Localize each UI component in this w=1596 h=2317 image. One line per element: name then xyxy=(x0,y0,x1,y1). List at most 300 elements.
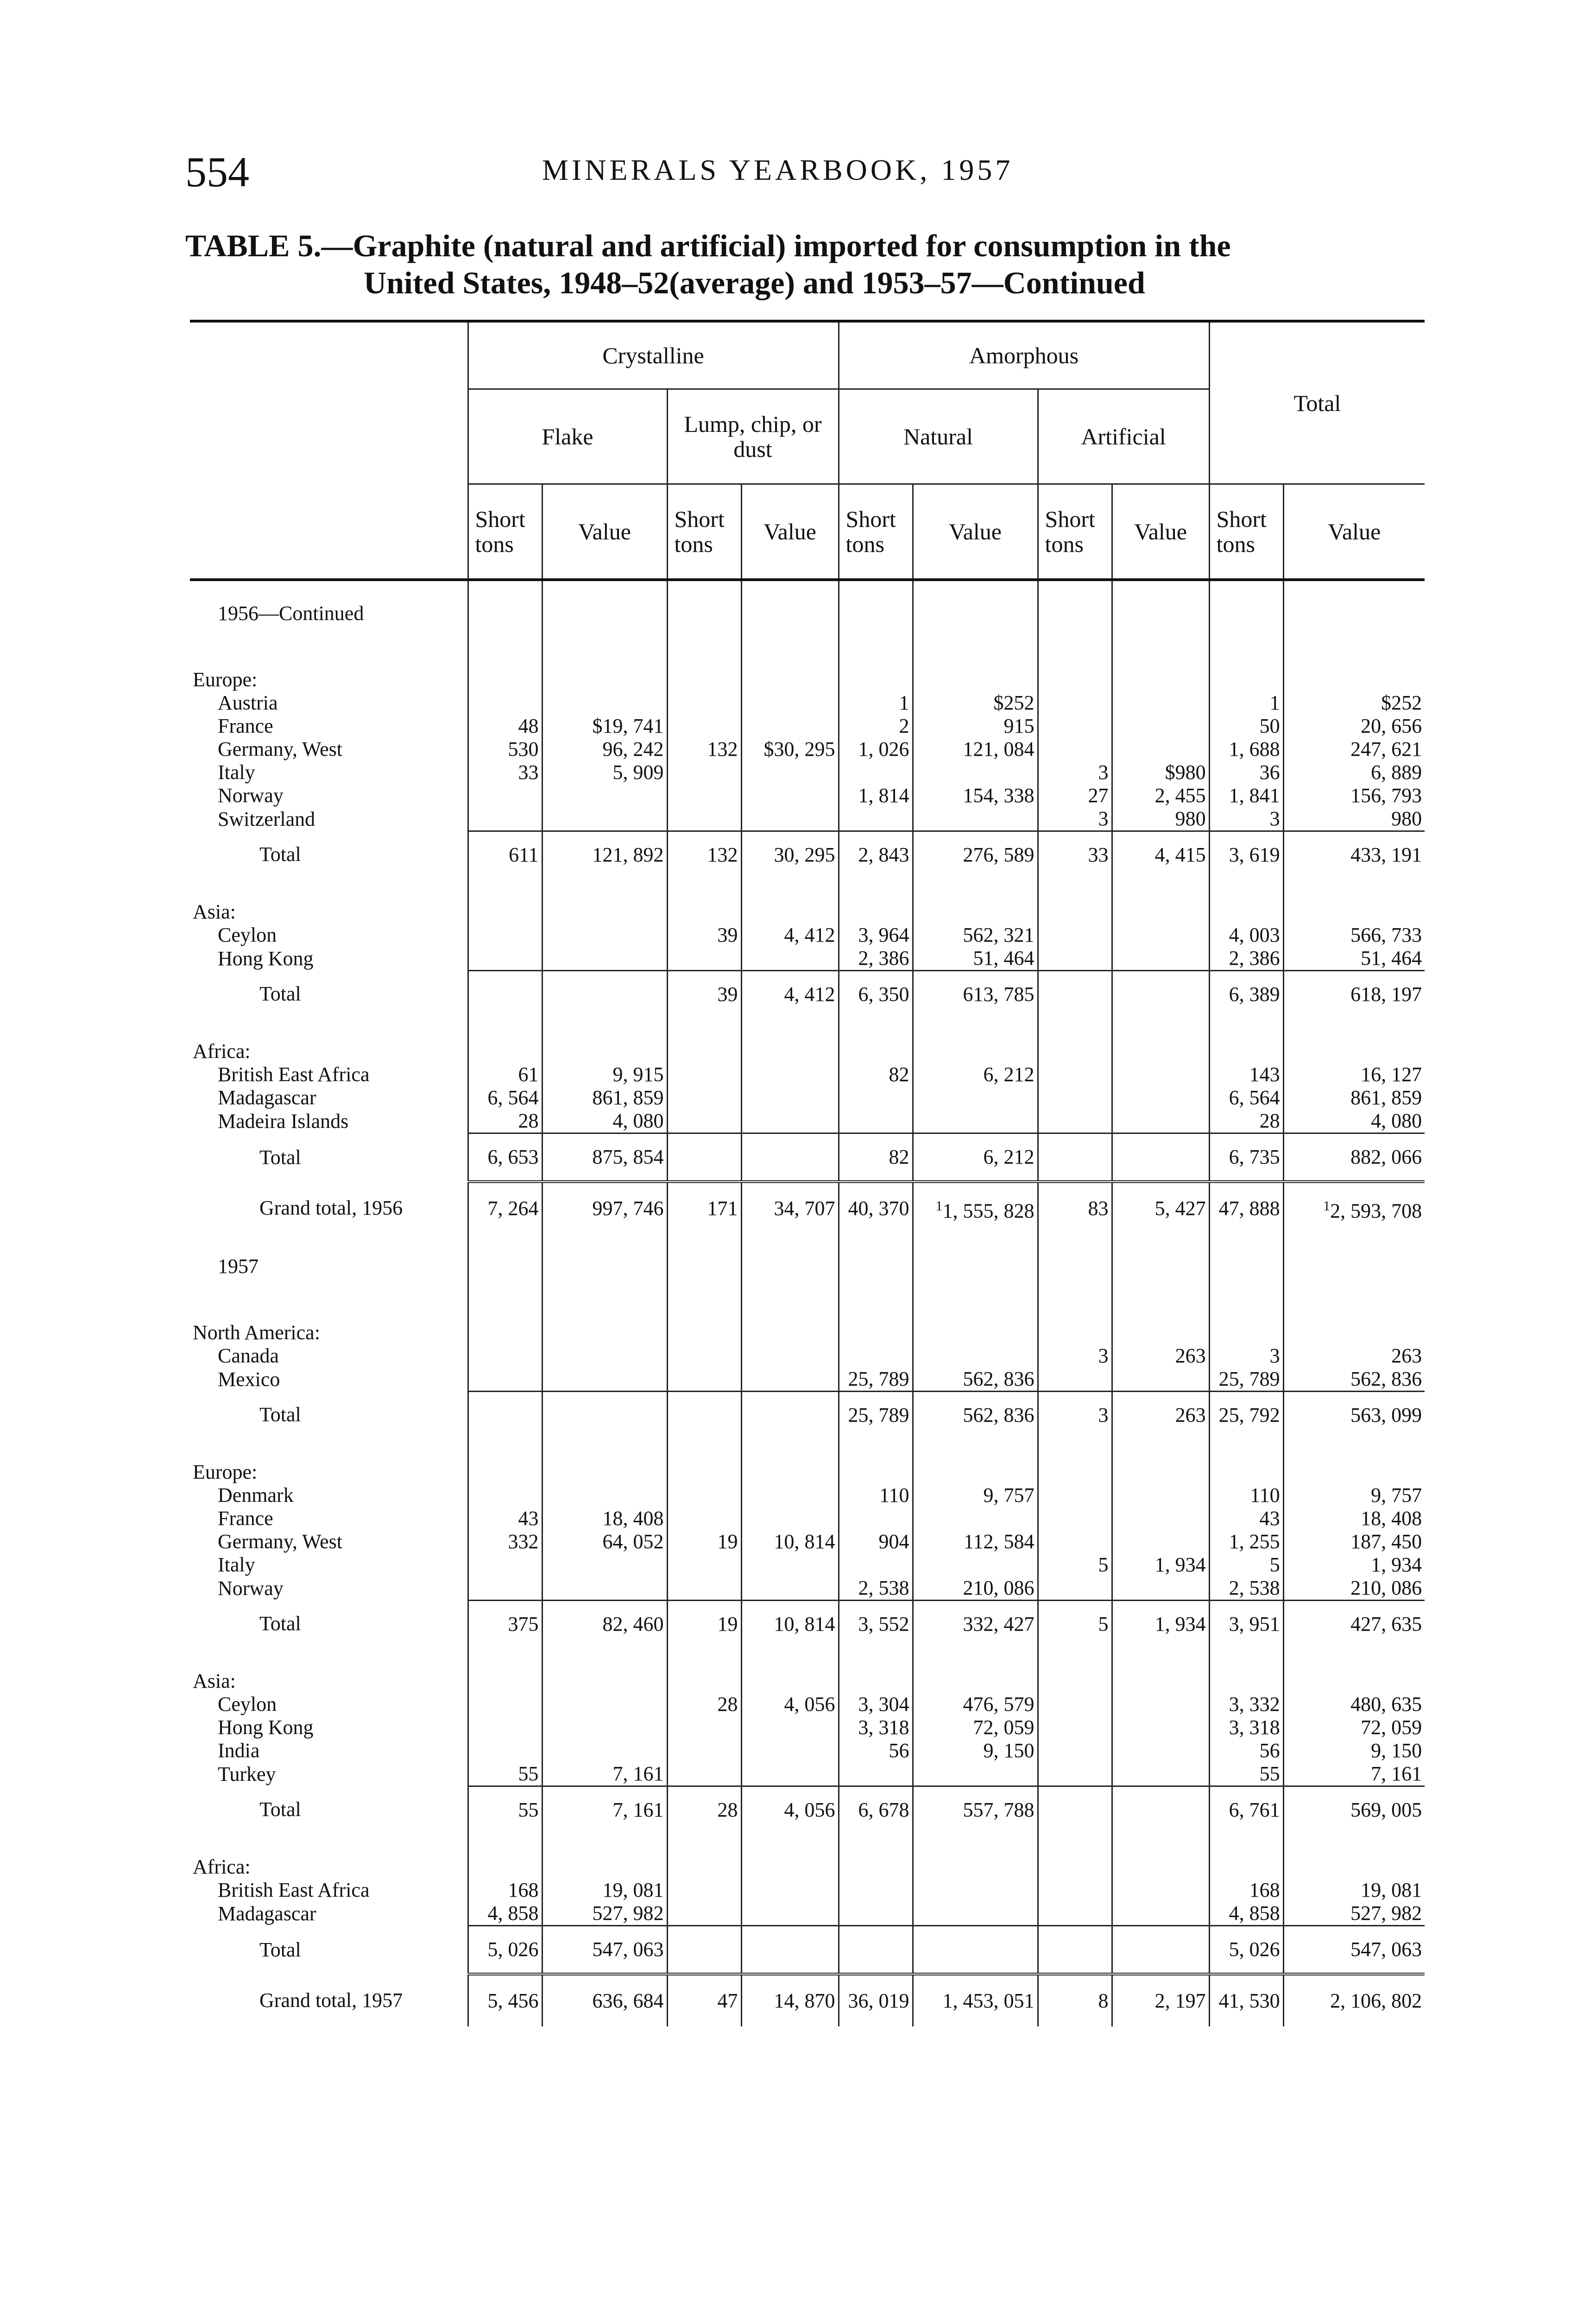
cell-ft xyxy=(468,691,542,715)
row-name: Italy xyxy=(218,1553,255,1576)
cell-nt xyxy=(839,1762,913,1786)
cell-tv: 562, 836 xyxy=(1283,1367,1425,1392)
cell-av: 263 xyxy=(1112,1344,1209,1367)
cell-tv: 433, 191 xyxy=(1283,831,1425,879)
cell-tv: 1, 934 xyxy=(1283,1553,1425,1576)
cell-lt xyxy=(667,1367,741,1392)
cell-tv: 247, 621 xyxy=(1283,738,1425,761)
row-label xyxy=(190,1507,468,1530)
cell-ft: 375 xyxy=(468,1601,542,1648)
cell-ft: 530 xyxy=(468,738,542,761)
region-north-america-label: North America: xyxy=(193,1321,320,1344)
cell-av xyxy=(1112,715,1209,738)
cell-av xyxy=(1112,1367,1209,1392)
cell-tt: 3, 332 xyxy=(1209,1693,1283,1716)
cell-fv: 19, 081 xyxy=(542,1879,667,1902)
cell-tv: 6, 889 xyxy=(1283,761,1425,784)
cell-tt: 3 xyxy=(1209,1344,1283,1367)
cell-fv: 121, 892 xyxy=(542,831,667,879)
row-label xyxy=(190,1716,468,1739)
cell-tt: 110 xyxy=(1209,1484,1283,1507)
row-label xyxy=(190,1063,468,1086)
cell-av xyxy=(1112,1926,1209,1975)
cell-tt: 143 xyxy=(1209,1063,1283,1086)
cell-fv xyxy=(542,971,667,1018)
cell-tv: 566, 733 xyxy=(1283,924,1425,947)
cell-lt: 19 xyxy=(667,1530,741,1553)
total-row xyxy=(190,971,1425,1018)
cell-at xyxy=(1038,738,1112,761)
cell-fv: 5, 909 xyxy=(542,761,667,784)
cell-tt: 41, 530 xyxy=(1209,1974,1283,2026)
row-label xyxy=(190,1086,468,1109)
row-name: Ceylon xyxy=(218,924,277,946)
cell-at xyxy=(1038,1086,1112,1109)
row-label xyxy=(190,1601,468,1648)
natural-short-tons-header: Short tons xyxy=(839,484,913,580)
cell-fv xyxy=(542,784,667,807)
row-name: Switzerland xyxy=(218,807,315,830)
cell-nt: 904 xyxy=(839,1530,913,1553)
row-name: Turkey xyxy=(218,1762,276,1785)
cell-nt: 1, 814 xyxy=(839,784,913,807)
table-row xyxy=(190,947,1425,971)
row-label xyxy=(190,784,468,807)
cell-ft xyxy=(468,1344,542,1367)
cell-lv xyxy=(741,1879,839,1902)
cell-ft: 332 xyxy=(468,1530,542,1553)
row-name: Norway xyxy=(218,1576,284,1600)
cell-ft xyxy=(468,1484,542,1507)
artificial-header: Artificial xyxy=(1038,389,1209,484)
cell-lv xyxy=(741,1762,839,1786)
cell-nt: 36, 019 xyxy=(839,1974,913,2026)
natural-header: Natural xyxy=(839,389,1038,484)
cell-tv: 569, 005 xyxy=(1283,1786,1425,1834)
row-label xyxy=(190,971,468,1018)
row-name: Total xyxy=(259,1403,301,1426)
region-africa xyxy=(190,1033,1425,1063)
cell-tt: 43 xyxy=(1209,1507,1283,1530)
cell-ft xyxy=(468,1553,542,1576)
section-1956 xyxy=(190,580,1425,646)
cell-ft xyxy=(468,947,542,971)
table-body xyxy=(190,580,1425,2026)
cell-nv: $^1$1, 555, 828 xyxy=(913,1182,1038,1234)
cell-tt: 3, 318 xyxy=(1209,1716,1283,1739)
cell-fv xyxy=(542,924,667,947)
cell-nt: 2 xyxy=(839,715,913,738)
cell-ft: 48 xyxy=(468,715,542,738)
running-title: MINERALS YEARBOOK, 1957 xyxy=(542,153,1014,186)
cell-lv xyxy=(741,1063,839,1086)
cell-av xyxy=(1112,924,1209,947)
row-name: Grand total, 1957 xyxy=(259,1988,403,2012)
cell-av xyxy=(1112,1530,1209,1553)
cell-nv: 1, 453, 051 xyxy=(913,1974,1038,2026)
cell-lv xyxy=(741,1926,839,1975)
row-name: Total xyxy=(259,843,301,866)
cell-tv: 9, 150 xyxy=(1283,1739,1425,1762)
table-row xyxy=(190,761,1425,784)
table-row xyxy=(190,1739,1425,1762)
cell-nt xyxy=(839,1879,913,1902)
cell-at xyxy=(1038,947,1112,971)
region-asia-label: Asia: xyxy=(193,900,236,923)
cell-tt: 1, 841 xyxy=(1209,784,1283,807)
cell-ft xyxy=(468,1392,542,1439)
section-1956-label: 1956—Continued xyxy=(218,602,364,625)
table-row xyxy=(190,1530,1425,1553)
cell-fv xyxy=(542,947,667,971)
row-name: Hong Kong xyxy=(218,947,314,970)
cell-av: 263 xyxy=(1112,1392,1209,1439)
cell-av xyxy=(1112,1902,1209,1926)
row-label xyxy=(190,1739,468,1762)
cell-lt xyxy=(667,1879,741,1902)
cell-fv xyxy=(542,1693,667,1716)
cell-nv xyxy=(913,807,1038,831)
table-row xyxy=(190,1367,1425,1392)
cell-fv: $19, 741 xyxy=(542,715,667,738)
section-1957 xyxy=(190,1234,1425,1299)
cell-lv xyxy=(741,1576,839,1601)
cell-lt xyxy=(667,691,741,715)
cell-fv xyxy=(542,691,667,715)
cell-ft xyxy=(468,1693,542,1716)
total-row xyxy=(190,1133,1425,1182)
row-label xyxy=(190,1974,468,2026)
cell-at: 3 xyxy=(1038,761,1112,784)
cell-lv xyxy=(741,807,839,831)
cell-fv xyxy=(542,1576,667,1601)
cell-ft: 28 xyxy=(468,1109,542,1133)
cell-lv xyxy=(741,691,839,715)
cell-av xyxy=(1112,1576,1209,1601)
grand-total-row xyxy=(190,1182,1425,1234)
cell-tt: 25, 789 xyxy=(1209,1367,1283,1392)
row-label xyxy=(190,1133,468,1182)
cell-nv xyxy=(913,1926,1038,1975)
cell-av: 2, 197 xyxy=(1112,1974,1209,2026)
footnote-ref: 1 xyxy=(935,1198,943,1214)
cell-lv xyxy=(741,1716,839,1739)
row-label xyxy=(190,738,468,761)
cell-at xyxy=(1038,691,1112,715)
region-africa-label: Africa: xyxy=(193,1855,251,1878)
cell-av xyxy=(1112,738,1209,761)
cell-at xyxy=(1038,1786,1112,1834)
row-label xyxy=(190,947,468,971)
table-row xyxy=(190,1507,1425,1530)
cell-ft xyxy=(468,1367,542,1392)
cell-tv: 618, 197 xyxy=(1283,971,1425,1018)
cell-at: 27 xyxy=(1038,784,1112,807)
cell-at xyxy=(1038,1109,1112,1133)
cell-fv: 4, 080 xyxy=(542,1109,667,1133)
cell-lt xyxy=(667,1926,741,1975)
cell-fv xyxy=(542,1484,667,1507)
cell-at xyxy=(1038,1576,1112,1601)
region-europe xyxy=(190,662,1425,691)
total-header: Total xyxy=(1209,321,1425,484)
cell-av xyxy=(1112,1133,1209,1182)
region-africa-label: Africa: xyxy=(193,1040,251,1063)
cell-nv: 476, 579 xyxy=(913,1693,1038,1716)
cell-at: 3 xyxy=(1038,1344,1112,1367)
cell-tv: 187, 450 xyxy=(1283,1530,1425,1553)
cell-at: 5 xyxy=(1038,1601,1112,1648)
cell-nv xyxy=(913,1879,1038,1902)
cell-at: 83 xyxy=(1038,1182,1112,1234)
row-name: Austria xyxy=(218,691,278,714)
cell-tt: 5, 026 xyxy=(1209,1926,1283,1975)
cell-nv: $252 xyxy=(913,691,1038,715)
cell-nt: 82 xyxy=(839,1133,913,1182)
row-label xyxy=(190,761,468,784)
cell-nt xyxy=(839,807,913,831)
cell-fv: 861, 859 xyxy=(542,1086,667,1109)
cell-av xyxy=(1112,1063,1209,1086)
stub-header xyxy=(190,321,468,580)
table-row xyxy=(190,1109,1425,1133)
cell-nv xyxy=(913,1762,1038,1786)
cell-tv: 861, 859 xyxy=(1283,1086,1425,1109)
cell-lv: 30, 295 xyxy=(741,831,839,879)
cell-nv: 562, 836 xyxy=(913,1367,1038,1392)
cell-nv: 557, 788 xyxy=(913,1786,1038,1834)
row-name: Total xyxy=(259,1798,301,1821)
cell-av: $980 xyxy=(1112,761,1209,784)
cell-tt: 168 xyxy=(1209,1879,1283,1902)
cell-ft: 7, 264 xyxy=(468,1182,542,1234)
cell-tv: 16, 127 xyxy=(1283,1063,1425,1086)
row-label xyxy=(190,691,468,715)
cell-tv: 51, 464 xyxy=(1283,947,1425,971)
cell-tt: 6, 564 xyxy=(1209,1086,1283,1109)
total-value-header: Value xyxy=(1283,484,1425,580)
cell-at xyxy=(1038,1879,1112,1902)
row-name: Norway xyxy=(218,784,284,807)
cell-fv: 875, 854 xyxy=(542,1133,667,1182)
cell-nv xyxy=(913,1344,1038,1367)
cell-nv: 154, 338 xyxy=(913,784,1038,807)
cell-lt xyxy=(667,1762,741,1786)
cell-tv: $252 xyxy=(1283,691,1425,715)
lump-short-tons-header: Short tons xyxy=(667,484,741,580)
cell-nt: 25, 789 xyxy=(839,1367,913,1392)
cell-lv xyxy=(741,1902,839,1926)
cell-av: 5, 427 xyxy=(1112,1182,1209,1234)
cell-at: 33 xyxy=(1038,831,1112,879)
cell-av xyxy=(1112,1484,1209,1507)
cell-nt xyxy=(839,1086,913,1109)
table-row xyxy=(190,1693,1425,1716)
cell-ft: 5, 026 xyxy=(468,1926,542,1975)
cell-lv: 4, 412 xyxy=(741,924,839,947)
total-row xyxy=(190,1786,1425,1834)
cell-ft xyxy=(468,971,542,1018)
cell-tt: 2, 538 xyxy=(1209,1576,1283,1601)
cell-av: 1, 934 xyxy=(1112,1601,1209,1648)
cell-nt: 82 xyxy=(839,1063,913,1086)
region-europe xyxy=(190,1454,1425,1484)
cell-nt xyxy=(839,1553,913,1576)
cell-at xyxy=(1038,1063,1112,1086)
region-asia xyxy=(190,894,1425,924)
cell-nv: 613, 785 xyxy=(913,971,1038,1018)
cell-ft: 43 xyxy=(468,1507,542,1530)
cell-fv xyxy=(542,1716,667,1739)
cell-tv: 547, 063 xyxy=(1283,1926,1425,1975)
row-name: Madagascar xyxy=(218,1086,316,1109)
cell-at xyxy=(1038,715,1112,738)
cell-lt: 28 xyxy=(667,1786,741,1834)
cell-nt: 6, 678 xyxy=(839,1786,913,1834)
cell-av xyxy=(1112,1739,1209,1762)
cell-nt: 56 xyxy=(839,1739,913,1762)
cell-nv: 210, 086 xyxy=(913,1576,1038,1601)
cell-nv: 72, 059 xyxy=(913,1716,1038,1739)
row-label xyxy=(190,1344,468,1367)
cell-nv: 51, 464 xyxy=(913,947,1038,971)
row-name: Total xyxy=(259,1938,301,1961)
row-name: British East Africa xyxy=(218,1063,370,1086)
footnote-ref: 1 xyxy=(1323,1198,1331,1214)
table-row xyxy=(190,1879,1425,1902)
cell-ft: 6, 653 xyxy=(468,1133,542,1182)
cell-lv xyxy=(741,715,839,738)
cell-nv: 6, 212 xyxy=(913,1063,1038,1086)
cell-nt: 40, 370 xyxy=(839,1182,913,1234)
cell-ft: 168 xyxy=(468,1879,542,1902)
cell-nt: 2, 386 xyxy=(839,947,913,971)
cell-tv: 4, 080 xyxy=(1283,1109,1425,1133)
cell-ft xyxy=(468,1576,542,1601)
cell-lt xyxy=(667,1716,741,1739)
row-label xyxy=(190,1553,468,1576)
cell-lt: 39 xyxy=(667,924,741,947)
row-name: France xyxy=(218,715,273,737)
cell-nt xyxy=(839,1926,913,1975)
grand-total-row xyxy=(190,1974,1425,2026)
cell-ft xyxy=(468,784,542,807)
caption-line-1: TABLE 5.—Graphite (natural and artificial) imported for consumption in the xyxy=(185,228,1231,263)
cell-av: 2, 455 xyxy=(1112,784,1209,807)
cell-nv: 276, 589 xyxy=(913,831,1038,879)
cell-ft xyxy=(468,807,542,831)
cell-tt: 28 xyxy=(1209,1109,1283,1133)
cell-ft: 33 xyxy=(468,761,542,784)
cell-lv: 34, 707 xyxy=(741,1182,839,1234)
cell-tt: 47, 888 xyxy=(1209,1182,1283,1234)
cell-tt: 3, 951 xyxy=(1209,1601,1283,1648)
cell-at xyxy=(1038,1507,1112,1530)
cell-nt: 1 xyxy=(839,691,913,715)
flake-value-header: Value xyxy=(542,484,667,580)
cell-lv xyxy=(741,1344,839,1367)
cell-fv: 18, 408 xyxy=(542,1507,667,1530)
graphite-imports-table xyxy=(190,320,1425,2026)
region-africa xyxy=(190,1849,1425,1879)
cell-fv xyxy=(542,1392,667,1439)
cell-nt xyxy=(839,1109,913,1133)
region-north-america xyxy=(190,1315,1425,1344)
cell-ft: 55 xyxy=(468,1762,542,1786)
row-label xyxy=(190,1879,468,1902)
row-name: Grand total, 1956 xyxy=(259,1196,403,1219)
cell-tv: 20, 656 xyxy=(1283,715,1425,738)
page-number: 554 xyxy=(185,148,249,196)
cell-tt: 2, 386 xyxy=(1209,947,1283,971)
cell-av xyxy=(1112,1086,1209,1109)
cell-nt xyxy=(839,761,913,784)
cell-lv xyxy=(741,947,839,971)
cell-tv: 7, 161 xyxy=(1283,1762,1425,1786)
cell-nv xyxy=(913,1109,1038,1133)
cell-at xyxy=(1038,1484,1112,1507)
cell-at: 5 xyxy=(1038,1553,1112,1576)
row-name: Total xyxy=(259,1612,301,1635)
cell-lt: 132 xyxy=(667,831,741,879)
row-label xyxy=(190,807,468,831)
cell-ft: 5, 456 xyxy=(468,1974,542,2026)
cell-lt xyxy=(667,1739,741,1762)
cell-nv xyxy=(913,1086,1038,1109)
cell-lt: 39 xyxy=(667,971,741,1018)
cell-at xyxy=(1038,1367,1112,1392)
cell-av: 980 xyxy=(1112,807,1209,831)
row-label xyxy=(190,1902,468,1926)
cell-fv: 9, 915 xyxy=(542,1063,667,1086)
row-name: Canada xyxy=(218,1344,279,1367)
row-name: France xyxy=(218,1507,273,1530)
table-row xyxy=(190,715,1425,738)
cell-ft xyxy=(468,1739,542,1762)
cell-lv xyxy=(741,1507,839,1530)
lump-header: Lump, chip, or dust xyxy=(667,389,839,484)
cell-tt: 50 xyxy=(1209,715,1283,738)
crystalline-header: Crystalline xyxy=(468,321,839,389)
table-row xyxy=(190,924,1425,947)
row-name: Germany, West xyxy=(218,738,342,760)
total-row xyxy=(190,1926,1425,1975)
cell-lt: 171 xyxy=(667,1182,741,1234)
cell-tt: 36 xyxy=(1209,761,1283,784)
cell-nt: 2, 843 xyxy=(839,831,913,879)
cell-lt xyxy=(667,761,741,784)
cell-tt: 4, 858 xyxy=(1209,1902,1283,1926)
cell-tv: 19, 081 xyxy=(1283,1879,1425,1902)
row-label xyxy=(190,715,468,738)
row-label xyxy=(190,1109,468,1133)
cell-lv xyxy=(741,1739,839,1762)
cell-av xyxy=(1112,1762,1209,1786)
row-label xyxy=(190,1392,468,1439)
cell-nv: 9, 150 xyxy=(913,1739,1038,1762)
cell-fv: 997, 746 xyxy=(542,1182,667,1234)
cell-tt: 25, 792 xyxy=(1209,1392,1283,1439)
table-caption xyxy=(185,227,1427,301)
cell-at: 3 xyxy=(1038,807,1112,831)
cell-fv: 527, 982 xyxy=(542,1902,667,1926)
cell-lt xyxy=(667,1109,741,1133)
cell-tt: 6, 389 xyxy=(1209,971,1283,1018)
cell-ft xyxy=(468,1716,542,1739)
cell-av xyxy=(1112,971,1209,1018)
total-row xyxy=(190,1392,1425,1439)
table-row xyxy=(190,1344,1425,1367)
